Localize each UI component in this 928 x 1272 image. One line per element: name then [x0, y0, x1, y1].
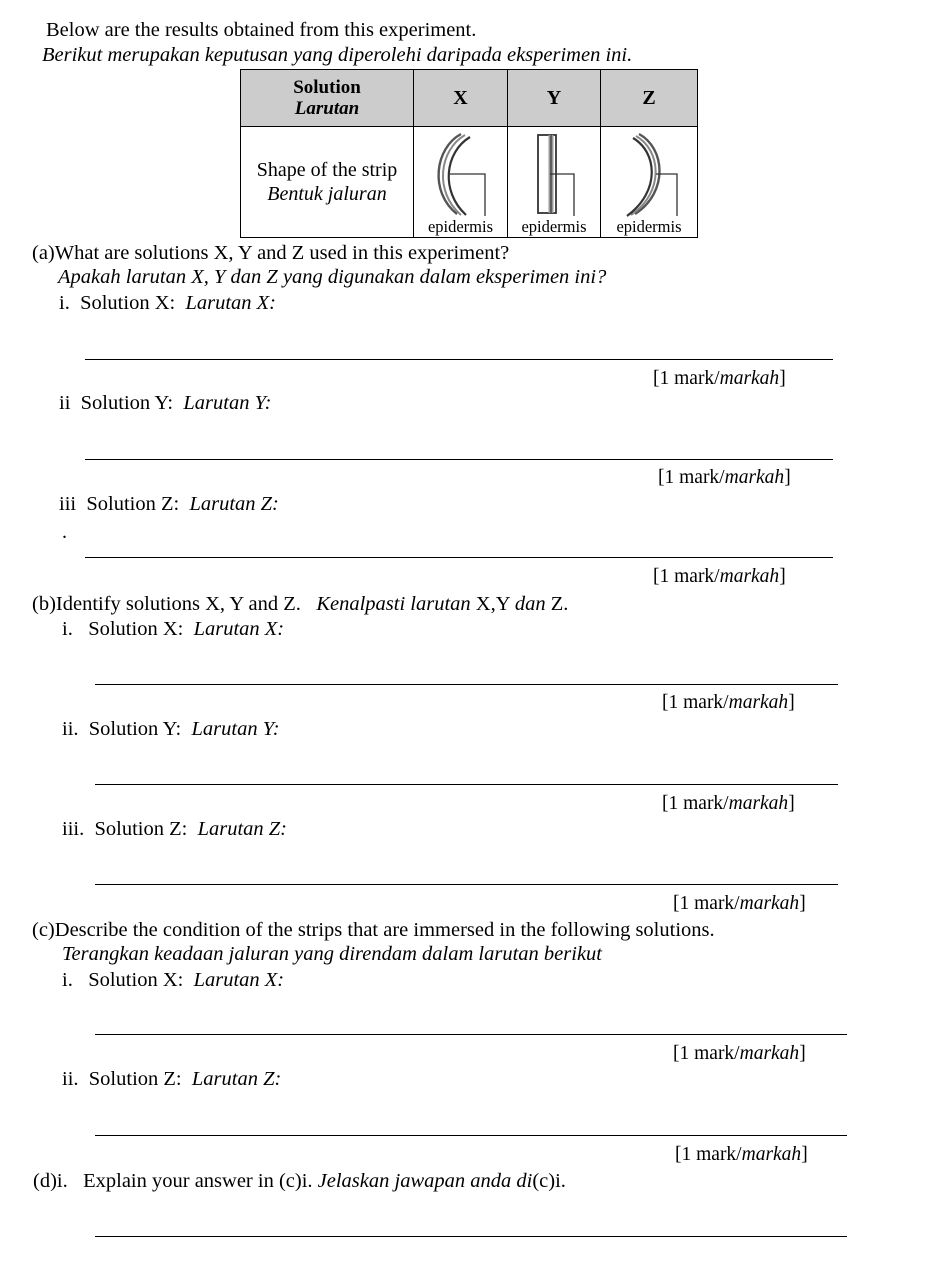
header-solution-english: Solution: [293, 77, 361, 98]
mark-c-i-prefix: [1 mark/: [673, 1043, 740, 1064]
mark-b-ii-italic: markah: [728, 793, 789, 814]
mark-a-i-suffix: ]: [779, 368, 786, 389]
strip-diagram-x-curved-left: [417, 130, 505, 218]
question-a-item-ii-english: Solution Y:: [80, 392, 174, 414]
question-a-prompt-english: [32, 241, 509, 265]
question-d-text-malay: Jelaskan jawapan anda di: [317, 1170, 533, 1192]
mark-c-ii-italic: markah: [741, 1144, 802, 1165]
question-a-item-i: [59, 291, 276, 315]
question-b-item-iii-num: iii.: [62, 818, 85, 840]
mark-a-i: [653, 368, 786, 390]
header-cell-y: [508, 70, 601, 127]
answer-line-b-i[interactable]: [95, 684, 838, 685]
question-b-item-iii-malay: Larutan Z:: [197, 818, 287, 840]
question-a-label: (a): [32, 242, 55, 264]
mark-a-iii-italic: markah: [719, 566, 780, 587]
question-c-text-english: Describe the condition of the strips that are immersed in the following solutions.: [54, 919, 715, 941]
question-a-prompt-malay: Apakah larutan X, Y dan Z yang digunakan dalam eksperimen ini?: [58, 266, 607, 288]
question-a-item-ii-num: ii: [59, 392, 71, 414]
mark-b-ii: [662, 793, 795, 815]
answer-line-c-ii[interactable]: [95, 1135, 847, 1136]
mark-b-iii: [673, 893, 806, 915]
mark-c-ii: [675, 1144, 808, 1166]
question-c-item-ii: [62, 1067, 281, 1091]
mark-c-i-suffix: ]: [799, 1043, 806, 1064]
question-a-item-i-malay: Larutan X:: [185, 292, 277, 314]
mark-b-i: [662, 692, 795, 714]
question-a-item-ii-malay: Larutan Y:: [183, 392, 272, 414]
question-b-text-english: Identify solutions X, Y and Z.: [55, 593, 301, 615]
question-d-text-english-2: (c)i.: [532, 1170, 566, 1192]
mark-a-iii-prefix: [1 mark/: [653, 566, 720, 587]
question-c-prompt-malay: Terangkan keadaan jaluran yang direndam dalam larutan berikut: [62, 943, 602, 965]
question-a-item-i-num: i.: [59, 292, 70, 314]
answer-line-a-iii[interactable]: [85, 557, 833, 558]
intro-block: [42, 18, 866, 68]
question-b-item-ii: [62, 717, 280, 741]
mark-b-ii-suffix: ]: [788, 793, 795, 814]
mark-c-i-italic: markah: [739, 1043, 800, 1064]
header-cell-solution: [241, 70, 414, 127]
question-c-item-i: [62, 968, 284, 992]
question-b-text-malay-2: X,Y: [475, 593, 510, 615]
header-letter-y: Y: [546, 86, 562, 109]
question-a-item-i-english: Solution X:: [80, 292, 176, 314]
mark-c-ii-suffix: ]: [801, 1144, 808, 1165]
question-c-prompt-english: [32, 918, 715, 942]
answer-line-a-ii[interactable]: [85, 459, 833, 460]
question-b-item-ii-malay: Larutan Y:: [191, 718, 280, 740]
mark-a-i-italic: markah: [719, 368, 780, 389]
question-c-item-i-num: i.: [62, 969, 73, 991]
answer-line-b-ii[interactable]: [95, 784, 838, 785]
epidermis-label-x: epidermis: [427, 217, 494, 236]
question-b-text-malay-3: dan: [514, 593, 546, 615]
mark-a-iii-suffix: ]: [779, 566, 786, 587]
mark-a-ii-prefix: [1 mark/: [658, 467, 725, 488]
strip-cell-y: [508, 127, 601, 238]
row-label-shape-of-strip: [241, 127, 414, 238]
question-b-label: (b): [32, 593, 56, 615]
header-solution-malay: Larutan: [294, 98, 360, 119]
table-body-row: [241, 127, 698, 238]
epidermis-label-y: epidermis: [521, 217, 587, 236]
mark-b-iii-italic: markah: [739, 893, 800, 914]
question-b-item-i-english: Solution X:: [88, 618, 184, 640]
header-letter-z: Z: [642, 86, 656, 109]
answer-line-a-i[interactable]: [85, 359, 833, 360]
strip-cell-z: [601, 127, 698, 238]
question-a-item-iii: [59, 492, 279, 516]
mark-a-ii: [658, 467, 791, 489]
mark-a-ii-suffix: ]: [784, 467, 791, 488]
question-c-item-i-malay: Larutan X:: [193, 969, 285, 991]
question-b-text-malay-4: Z.: [550, 593, 569, 615]
table-header-row: [241, 70, 698, 127]
question-b-item-ii-english: Solution Y:: [88, 718, 182, 740]
answer-line-b-iii[interactable]: [95, 884, 838, 885]
question-c-label: (c): [32, 919, 55, 941]
mark-b-iii-suffix: ]: [799, 893, 806, 914]
mark-c-i: [673, 1043, 806, 1065]
question-b-item-iii: [62, 817, 287, 841]
stray-dot-a: .: [62, 521, 67, 543]
intro-text-malay: Berikut merupakan keputusan yang diperolehi daripada eksperimen ini.: [42, 44, 633, 66]
header-cell-z: [601, 70, 698, 127]
answer-line-d-i[interactable]: [95, 1236, 847, 1237]
question-a-text-english: What are solutions X, Y and Z used in this experiment?: [54, 242, 510, 264]
mark-b-i-prefix: [1 mark/: [662, 692, 729, 713]
mark-a-ii-italic: markah: [724, 467, 785, 488]
question-c-item-ii-num: ii.: [62, 1068, 79, 1090]
question-b-text-malay-1: Kenalpasti larutan: [316, 593, 471, 615]
mark-c-ii-prefix: [1 mark/: [675, 1144, 742, 1165]
header-cell-x: [414, 70, 508, 127]
strip-diagram-z-curved-right: [605, 130, 693, 218]
intro-text-english: Below are the results obtained from this experiment.: [46, 19, 477, 41]
question-b-item-i: [62, 617, 284, 641]
mark-b-i-italic: markah: [728, 692, 789, 713]
question-b-item-i-num: i.: [62, 618, 73, 640]
mark-b-i-suffix: ]: [788, 692, 795, 713]
question-a-item-ii: [59, 391, 272, 415]
question-d-text-english-1: Explain your answer in (c)i.: [83, 1170, 313, 1192]
question-b-prompt: [32, 592, 568, 616]
question-d-label: (d)i.: [33, 1170, 68, 1192]
strip-diagram-y-straight: [510, 130, 598, 218]
question-a-item-iii-english: Solution Z:: [86, 493, 180, 515]
mark-b-iii-prefix: [1 mark/: [673, 893, 740, 914]
question-b-item-i-malay: Larutan X:: [193, 618, 285, 640]
question-d-prompt: [33, 1169, 566, 1193]
row-label-english: Shape of the strip: [256, 159, 398, 181]
results-table: [240, 69, 698, 238]
row-label-malay: Bentuk jaluran: [267, 183, 387, 205]
question-a-item-iii-malay: Larutan Z:: [189, 493, 279, 515]
epidermis-label-z: epidermis: [616, 217, 682, 236]
question-b-item-ii-num: ii.: [62, 718, 79, 740]
question-c-item-i-english: Solution X:: [88, 969, 184, 991]
question-c-item-ii-english: Solution Z:: [88, 1068, 182, 1090]
answer-line-c-i[interactable]: [95, 1034, 847, 1035]
question-c-item-ii-malay: Larutan Z:: [191, 1068, 282, 1090]
strip-cell-x: [414, 127, 508, 238]
mark-b-ii-prefix: [1 mark/: [662, 793, 729, 814]
mark-a-i-prefix: [1 mark/: [653, 368, 720, 389]
mark-a-iii: [653, 566, 786, 588]
question-b-item-iii-english: Solution Z:: [94, 818, 188, 840]
header-letter-x: X: [453, 86, 468, 109]
question-a-item-iii-num: iii: [59, 493, 77, 515]
